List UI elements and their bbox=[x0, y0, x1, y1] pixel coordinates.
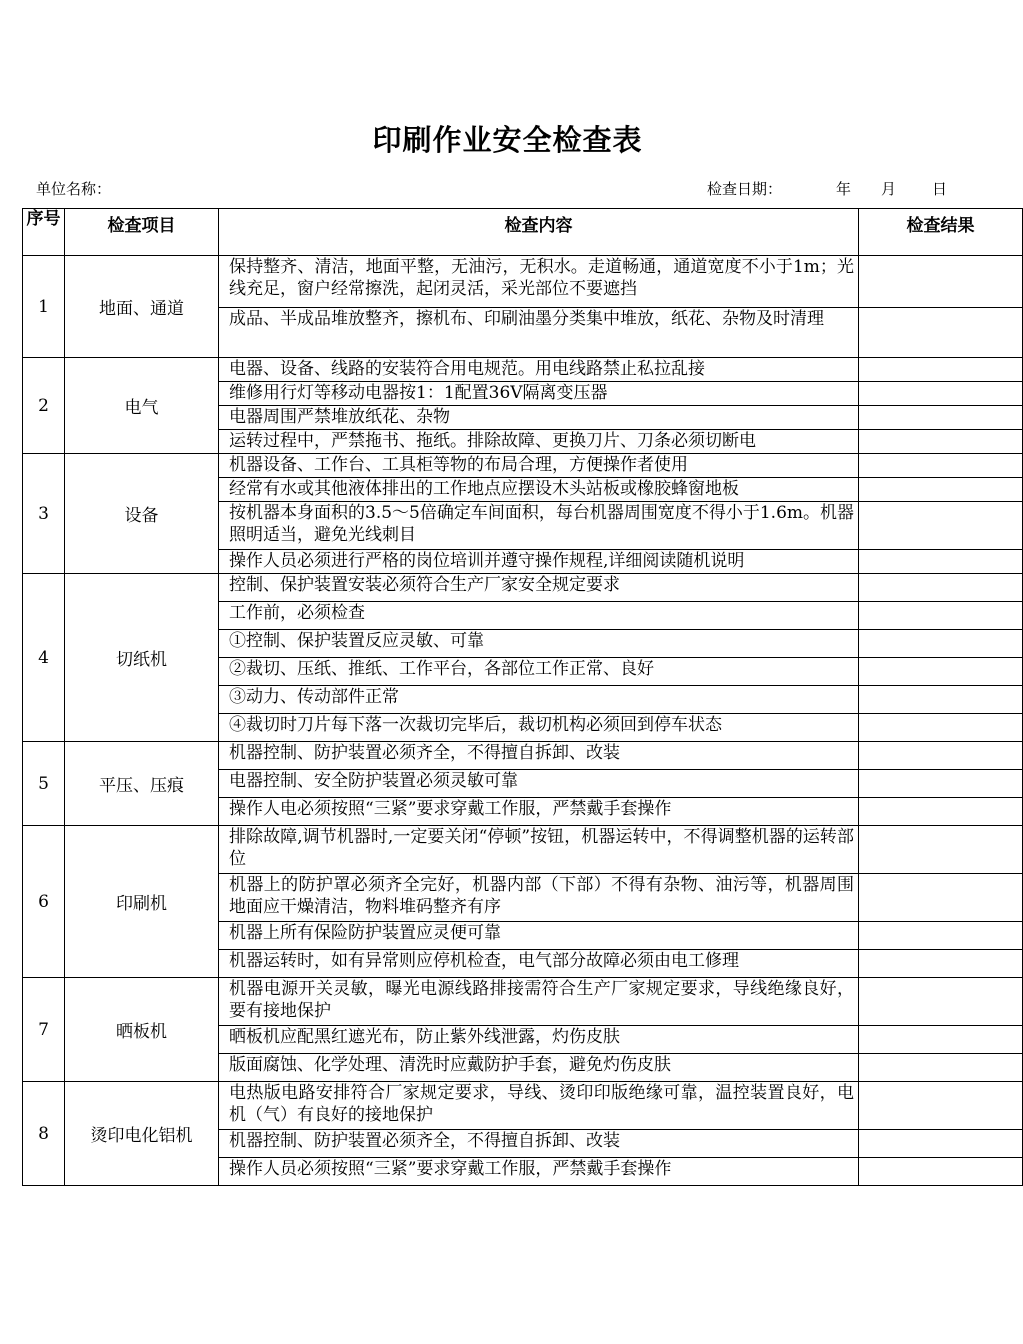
inspection-content: 机器设备、工作台、工具柜等物的布局合理，方便操作者使用 bbox=[219, 454, 859, 478]
inspection-content: 排除故障,调节机器时,一定要关闭“停顿”按钮，机器运转中，不得调整机器的运转部位 bbox=[219, 826, 859, 874]
inspection-result-cell[interactable] bbox=[859, 630, 1023, 658]
inspection-content: 保持整齐、清洁，地面平整，无油污，无积水。走道畅通，通道宽度不小于1m；光线充足，窗户经常擦洗，起闭灵活，采光部位不要遮挡 bbox=[219, 256, 859, 308]
inspection-result-cell[interactable] bbox=[859, 826, 1023, 874]
inspection-result-cell[interactable] bbox=[859, 1054, 1023, 1082]
inspection-content: 操作人电必须按照“三紧”要求穿戴工作服，严禁戴手套操作 bbox=[219, 798, 859, 826]
inspection-result-cell[interactable] bbox=[859, 550, 1023, 574]
inspection-content: 控制、保护装置安装必须符合生产厂家安全规定要求 bbox=[219, 574, 859, 602]
table-row bbox=[23, 574, 1023, 602]
item-number: 5 bbox=[23, 742, 65, 826]
inspection-item: 电气 bbox=[65, 358, 219, 454]
inspection-result-cell[interactable] bbox=[859, 770, 1023, 798]
inspection-content: ④裁切时刀片每下落一次裁切完毕后，裁切机构必须回到停车状态 bbox=[219, 714, 859, 742]
inspection-item: 地面、通道 bbox=[65, 256, 219, 358]
inspection-content: 电器、设备、线路的安装符合用电规范。用电线路禁止私拉乱接 bbox=[219, 358, 859, 382]
inspection-content: 操作人员必须按照“三紧”要求穿戴工作服，严禁戴手套操作 bbox=[219, 1158, 859, 1186]
table-row bbox=[23, 826, 1023, 874]
inspection-result-cell[interactable] bbox=[859, 382, 1023, 406]
inspection-result-cell[interactable] bbox=[859, 358, 1023, 382]
inspection-item: 印刷机 bbox=[65, 826, 219, 978]
inspection-content: 运转过程中，严禁拖书、拖纸。排除故障、更换刀片、刀条必须切断电 bbox=[219, 430, 859, 454]
inspection-content: 成品、半成品堆放整齐，擦机布、印刷油墨分类集中堆放，纸花、杂物及时清理 bbox=[219, 308, 859, 358]
table-header-row bbox=[23, 209, 1023, 256]
item-number: 7 bbox=[23, 978, 65, 1082]
inspection-content: 机器控制、防护装置必须齐全，不得擅自拆卸、改装 bbox=[219, 742, 859, 770]
table-row bbox=[23, 454, 1023, 478]
inspection-item: 设备 bbox=[65, 454, 219, 574]
inspection-result-cell[interactable] bbox=[859, 602, 1023, 630]
inspection-result-cell[interactable] bbox=[859, 686, 1023, 714]
inspection-result-cell[interactable] bbox=[859, 502, 1023, 550]
inspection-result-cell[interactable] bbox=[859, 742, 1023, 770]
inspection-item: 切纸机 bbox=[65, 574, 219, 742]
table-row bbox=[23, 978, 1023, 1026]
inspection-date bbox=[707, 178, 947, 199]
inspection-item: 烫印电化铝机 bbox=[65, 1082, 219, 1186]
inspection-result-cell[interactable] bbox=[859, 406, 1023, 430]
inspection-content: 操作人员必须进行严格的岗位培训并遵守操作规程,详细阅读随机说明 bbox=[219, 550, 859, 574]
col-header-content: 检查内容 bbox=[219, 209, 859, 256]
date-day: 日 bbox=[932, 180, 948, 198]
col-header-no: 序号 bbox=[23, 209, 65, 256]
inspection-result-cell[interactable] bbox=[859, 798, 1023, 826]
inspection-content: 工作前，必须检查 bbox=[219, 602, 859, 630]
inspection-result-cell[interactable] bbox=[859, 714, 1023, 742]
inspection-content: 晒板机应配黑红遮光布，防止紫外线泄露，灼伤皮肤 bbox=[219, 1026, 859, 1054]
table-row bbox=[23, 256, 1023, 308]
inspection-content: 经常有水或其他液体排出的工作地点应摆设木头站板或橡胶蜂窗地板 bbox=[219, 478, 859, 502]
date-month: 月 bbox=[881, 180, 897, 198]
date-year: 年 bbox=[836, 180, 852, 198]
inspection-result-cell[interactable] bbox=[859, 950, 1023, 978]
inspection-content: ①控制、保护装置反应灵敏、可靠 bbox=[219, 630, 859, 658]
inspection-result-cell[interactable] bbox=[859, 478, 1023, 502]
col-header-result: 检查结果 bbox=[859, 209, 1023, 256]
item-number: 6 bbox=[23, 826, 65, 978]
item-number: 3 bbox=[23, 454, 65, 574]
inspection-content: 按机器本身面积的3.5～5倍确定车间面积，每台机器周围宽度不得小于1.6m。机器照明适当，避免光线刺目 bbox=[219, 502, 859, 550]
inspection-result-cell[interactable] bbox=[859, 922, 1023, 950]
inspection-item: 平压、压痕 bbox=[65, 742, 219, 826]
inspection-result-cell[interactable] bbox=[859, 1082, 1023, 1130]
inspection-content: ②裁切、压纸、推纸、工作平台，各部位工作正常、良好 bbox=[219, 658, 859, 686]
inspection-result-cell[interactable] bbox=[859, 978, 1023, 1026]
item-number: 8 bbox=[23, 1082, 65, 1186]
inspection-result-cell[interactable] bbox=[859, 874, 1023, 922]
page-title: 印刷作业安全检查表 bbox=[372, 123, 643, 157]
col-header-item: 检查项目 bbox=[65, 209, 219, 256]
inspection-content: 电器周围严禁堆放纸花、杂物 bbox=[219, 406, 859, 430]
item-number: 4 bbox=[23, 574, 65, 742]
item-number: 2 bbox=[23, 358, 65, 454]
inspection-result-cell[interactable] bbox=[859, 454, 1023, 478]
item-number: 1 bbox=[23, 256, 65, 358]
inspection-result-cell[interactable] bbox=[859, 1026, 1023, 1054]
inspection-content: 电器控制、安全防护装置必须灵敏可靠 bbox=[219, 770, 859, 798]
inspection-content: 机器上所有保险防护装置应灵便可靠 bbox=[219, 922, 859, 950]
inspection-result-cell[interactable] bbox=[859, 574, 1023, 602]
inspection-result-cell[interactable] bbox=[859, 430, 1023, 454]
inspection-content: 机器控制、防护装置必须齐全，不得擅自拆卸、改装 bbox=[219, 1130, 859, 1158]
table-row bbox=[23, 1082, 1023, 1130]
inspection-content: 维修用行灯等移动电器按1：1配置36V隔离变压器 bbox=[219, 382, 859, 406]
table-row bbox=[23, 742, 1023, 770]
inspection-result-cell[interactable] bbox=[859, 308, 1023, 358]
inspection-content: 版面腐蚀、化学处理、清洗时应戴防护手套，避免灼伤皮肤 bbox=[219, 1054, 859, 1082]
safety-checklist-table bbox=[22, 208, 1023, 1186]
inspection-content: 电热版电路安排符合厂家规定要求，导线、烫印印版绝缘可靠，温控装置良好，电机（气）有良好的接地保护 bbox=[219, 1082, 859, 1130]
table-row bbox=[23, 358, 1023, 382]
inspection-content: ③动力、传动部件正常 bbox=[219, 686, 859, 714]
table-body bbox=[23, 256, 1023, 1186]
date-label: 检查日期： bbox=[707, 180, 783, 198]
inspection-result-cell[interactable] bbox=[859, 658, 1023, 686]
unit-name-label: 单位名称： bbox=[36, 180, 112, 198]
inspection-item: 晒板机 bbox=[65, 978, 219, 1082]
inspection-content: 机器上的防护罩必须齐全完好，机器内部（下部）不得有杂物、油污等，机器周围地面应干燥清洁，物料堆码整齐有序 bbox=[219, 874, 859, 922]
inspection-result-cell[interactable] bbox=[859, 256, 1023, 308]
inspection-content: 机器运转时，如有异常则应停机检查，电气部分故障必须由电工修理 bbox=[219, 950, 859, 978]
inspection-result-cell[interactable] bbox=[859, 1158, 1023, 1186]
inspection-content: 机器电源开关灵敏，曝光电源线路排接需符合生产厂家规定要求，导线绝缘良好，要有接地保护 bbox=[219, 978, 859, 1026]
inspection-result-cell[interactable] bbox=[859, 1130, 1023, 1158]
